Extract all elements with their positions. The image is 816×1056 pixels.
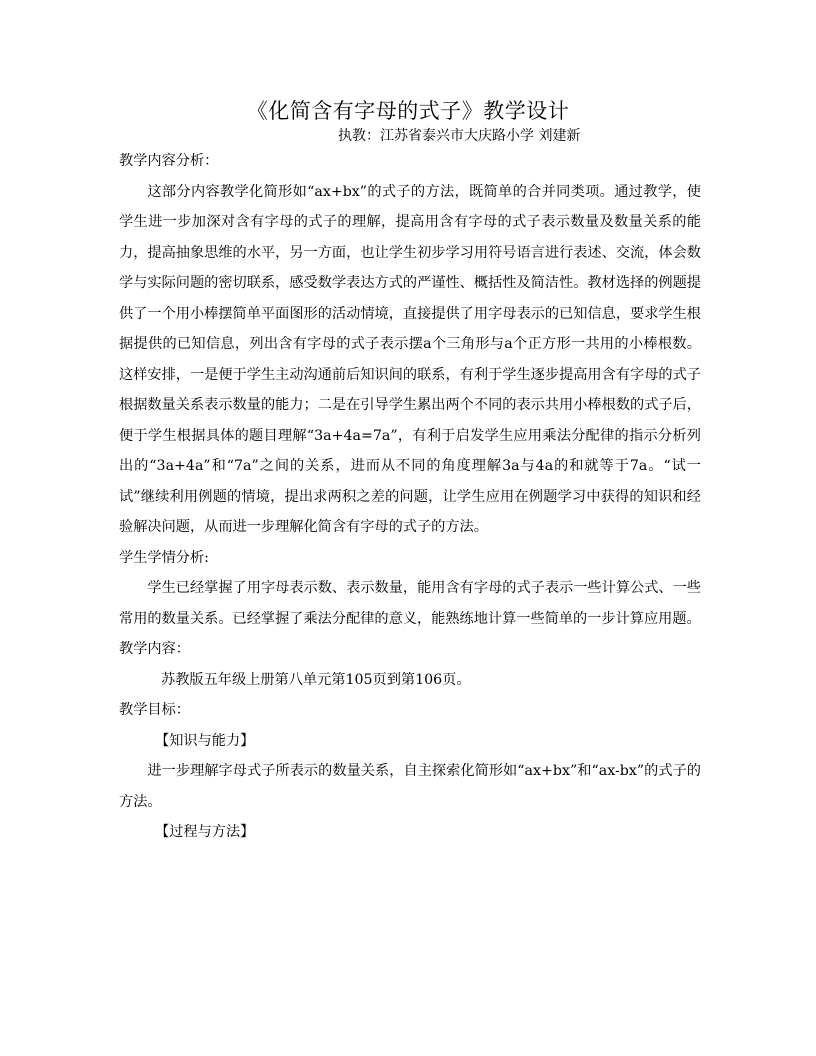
- subheading-knowledge-ability: 【知识与能力】: [155, 732, 255, 749]
- content-analysis-paragraph: 这部分内容教学化简形如“ax+bx”的式子的方法，既简单的合并同类项。通过教学，使学生进一步加深对含有字母的式子的理解，提高用含有字母的式子表示数量及数量关系的能力，提高抽象思维的水平，另一方面，也让学生初步学习用符号语言进行表述、交流，体会数学与实际问题的密切联系，感受数学表达方式的严谨性、概括性及简洁性。教材选择的例题提供了一个用小棒摆简单平面图形的活动情境，直接提供了用字母表示的已知信息，要求学生根据提供的已知信息，列出含有字母的式子表示摆a个三角形与a个正方形一共用的小棒根数。这样安排，一是便于学生主动沟通前后知识间的联系，有利于学生逐步提高用含有字母的式子根据数量关系表示数量的能力；二是在引导学生累出两个不同的表示共用小棒根数的式子后，便于学生根据具体的题目理解“3a+4a=7a”，有利于启发学生应用乘法分配律的指示分析列出的“3a+4a”和“7a”之间的关系，进而从不同的角度理解3a与4a的和就等于7a。“试一试”继续利用例题的情境，提出求两积之差的问题，让学生应用在例题学习中获得的知识和经验解决问题，从而进一步理解化简含有字母的式子的方法。: [119, 183, 701, 535]
- knowledge-ability-paragraph: 进一步理解字母式子所表示的数量关系，自主探索化简形如“ax+bx”和“ax-bx”的式子的方法。: [119, 763, 701, 810]
- subheading-process-method: 【过程与方法】: [155, 824, 255, 840]
- section-heading-teaching-content: 教学内容：: [119, 641, 190, 657]
- document-body: [119, 146, 701, 848]
- student-analysis-paragraph: 学生已经掌握了用字母表示数、表示数量，能用含有字母的式子表示一些计算公式、一些常用的数量关系。已经掌握了乘法分配律的意义，能熟练地计算一些简单的一步计算应用题。: [119, 580, 701, 627]
- section-heading-student-analysis: 学生学情分析:: [119, 549, 209, 566]
- section-heading-content-analysis: 教学内容分析：: [119, 153, 219, 169]
- document-title: 《化简含有字母的式子》教学设计: [246, 99, 570, 123]
- teaching-content-paragraph: 苏教版五年级上册第八单元第105页到第106页。: [161, 671, 471, 688]
- section-heading-teaching-goals: 教学目标：: [119, 702, 190, 718]
- document-author: 执教：江苏省泰兴市大庆路小学 刘建新: [338, 128, 581, 144]
